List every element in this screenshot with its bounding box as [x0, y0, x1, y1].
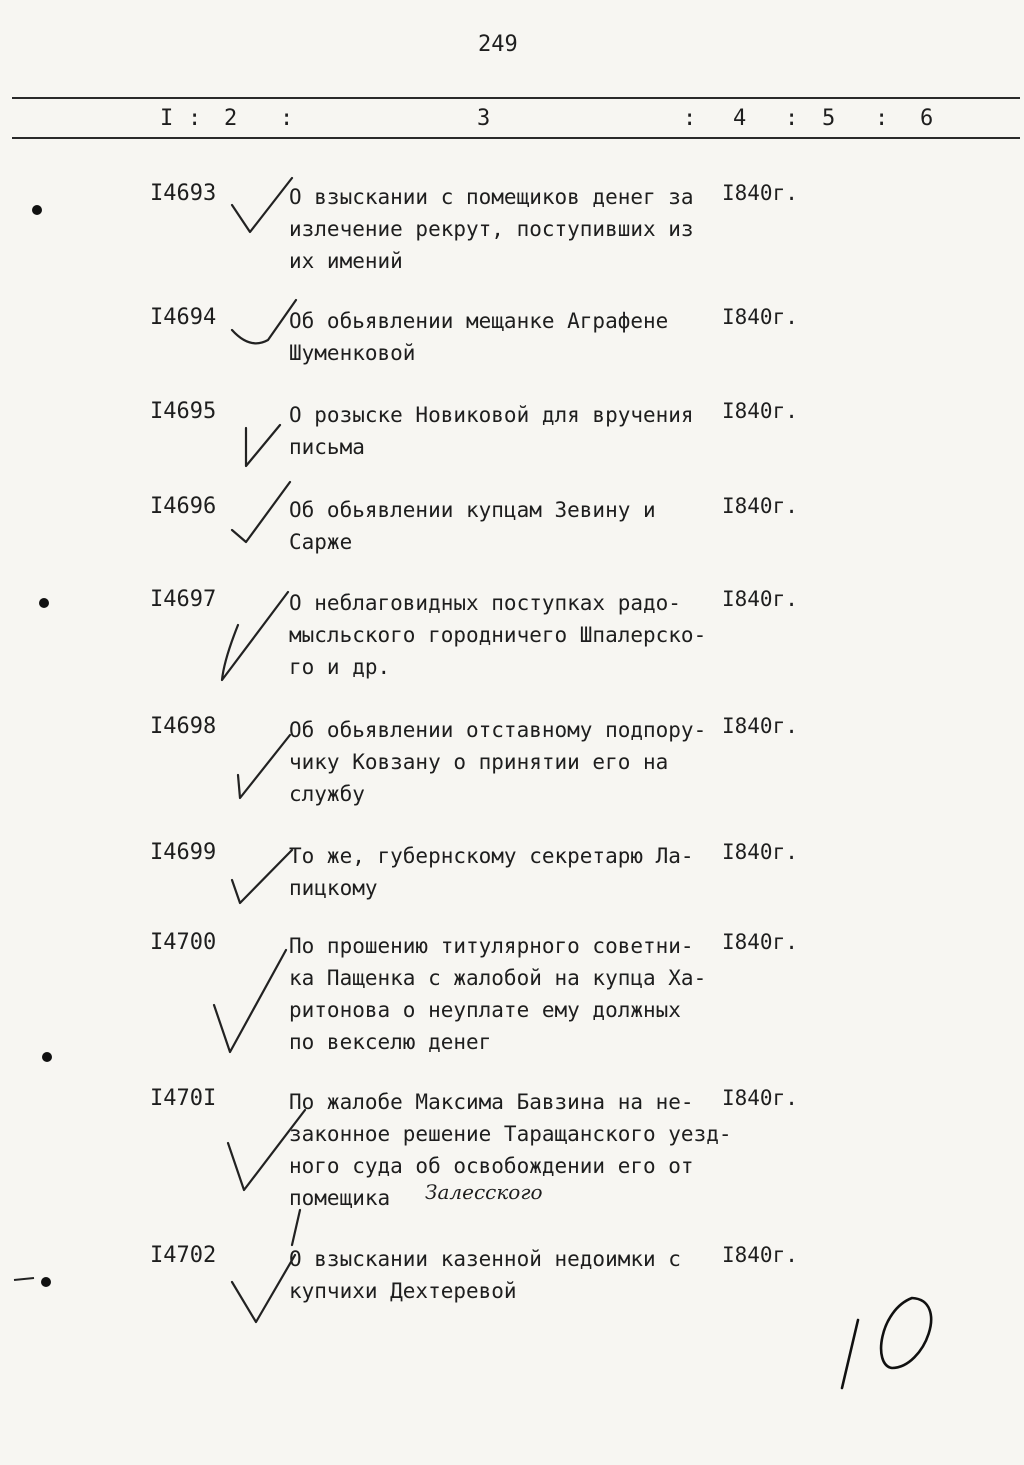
record-number: I470I	[150, 1086, 217, 1111]
punch-hole-dot-icon	[39, 598, 49, 608]
column-separator: :	[280, 106, 294, 131]
top-rule	[12, 97, 1020, 99]
column-header-4: 4	[733, 106, 747, 131]
check-mark-icon	[214, 950, 286, 1052]
record-number: I4695	[150, 399, 217, 424]
record-date: I840г.	[722, 1086, 798, 1110]
punch-hole-dot-icon	[42, 1052, 52, 1062]
page-number: 249	[478, 32, 518, 57]
record-description: По прошению титулярного советни- ка Пащенка с жалобой на купца Ха- ритонова о неуплате ему должных по векселю денег	[289, 934, 707, 1054]
check-mark-icon	[232, 850, 292, 903]
check-mark-icon	[232, 482, 290, 542]
check-mark-icon	[232, 1255, 295, 1322]
record-date: I840г.	[722, 494, 798, 518]
record-number: I4700	[150, 930, 217, 955]
column-separator: :	[188, 106, 202, 131]
check-mark-icon	[232, 300, 296, 343]
record-date: I840г.	[722, 305, 798, 329]
record-number: I4694	[150, 305, 217, 330]
column-header-1: I	[160, 106, 174, 131]
record-description: О розыске Новиковой для вручения письма	[289, 403, 694, 459]
check-mark-icon	[246, 425, 280, 466]
check-mark-icon	[238, 735, 290, 798]
record-number: I4698	[150, 714, 217, 739]
punch-hole-dot-icon	[32, 205, 42, 215]
record-number: I4699	[150, 840, 217, 865]
record-description: Об обьявлении мещанке Аграфене Шуменковой	[289, 309, 669, 365]
column-separator: :	[785, 106, 799, 131]
record-description: О взыскании с помещиков денег за излечение рекрут, поступивших из их имений	[289, 185, 694, 273]
header-rule	[12, 137, 1020, 139]
column-header-2: 2	[224, 106, 238, 131]
record-date: I840г.	[722, 1243, 798, 1267]
column-header-3: 3	[477, 106, 491, 131]
punch-hole-dot-icon	[41, 1277, 51, 1287]
record-description: По жалобе Максима Бавзина на не- законное решение Таращанского уезд- ного суда об освобождении его от помещика	[289, 1090, 732, 1210]
record-date: I840г.	[722, 587, 798, 611]
record-description: Об обьявлении отставному подпору- чику Ковзану о принятии его на службу	[289, 718, 707, 806]
column-header-6: 6	[920, 106, 934, 131]
check-mark-icon	[222, 592, 288, 680]
record-description: То же, губернскому секретарю Ла- пицкому	[289, 844, 694, 900]
record-number: I4696	[150, 494, 217, 519]
margin-dash-icon	[14, 1278, 34, 1280]
record-date: I840г.	[722, 399, 798, 423]
record-date: I840г.	[722, 930, 798, 954]
record-date: I840г.	[722, 840, 798, 864]
record-description: Об обьявлении купцам Зевину и Сарже	[289, 498, 656, 554]
record-description: О взыскании казенной недоимки с купчихи Дехтеревой	[289, 1247, 681, 1303]
column-header-5: 5	[822, 106, 836, 131]
column-separator: :	[875, 106, 889, 131]
handwritten-note: Залесского	[425, 1180, 543, 1204]
record-date: I840г.	[722, 181, 798, 205]
record-description: О неблаговидных поступках радо- мысльского городничего Шпалерско- го и др.	[289, 591, 707, 679]
column-separator: :	[683, 106, 697, 131]
record-number: I4702	[150, 1243, 217, 1268]
sheet-number-mark-icon	[842, 1298, 931, 1388]
record-number: I4697	[150, 587, 217, 612]
record-number: I4693	[150, 181, 217, 206]
check-mark-icon	[232, 178, 292, 232]
record-date: I840г.	[722, 714, 798, 738]
